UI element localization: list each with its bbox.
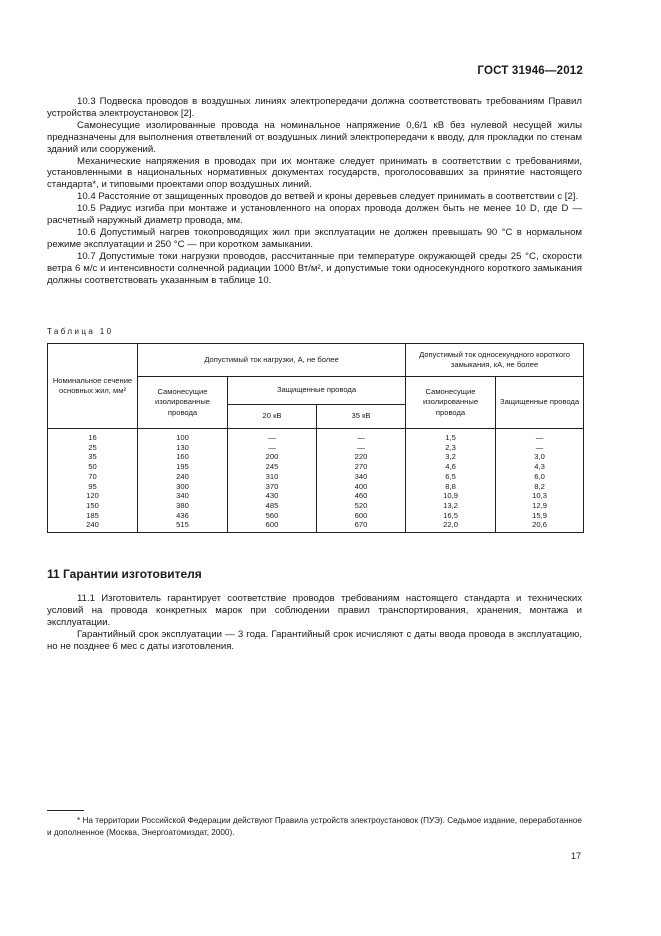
footnote — [47, 815, 582, 839]
table-cell: 6,0 — [496, 472, 584, 482]
table-row — [48, 452, 584, 462]
table-cell: 1,5 — [406, 429, 496, 443]
table-cell: 6,5 — [406, 472, 496, 482]
table-cell: 10,3 — [496, 491, 584, 501]
table-cell: 520 — [317, 501, 406, 511]
table-row — [48, 472, 584, 482]
table-cell: 120 — [48, 491, 138, 501]
table-row — [48, 511, 584, 521]
current-table — [47, 343, 584, 533]
table-cell: — — [228, 443, 317, 453]
table-cell: 4,6 — [406, 462, 496, 472]
table-cell: 4,3 — [496, 462, 584, 472]
table-cell: 240 — [48, 520, 138, 532]
section-10-text — [47, 96, 582, 287]
footnote-divider — [47, 810, 84, 811]
table-cell: 13,2 — [406, 501, 496, 511]
table-row — [48, 482, 584, 492]
table-cell: 12,9 — [496, 501, 584, 511]
table-cell: — — [317, 429, 406, 443]
table-row — [48, 462, 584, 472]
table-cell: 10,9 — [406, 491, 496, 501]
document-standard-header: ГОСТ 31946—2012 — [477, 65, 583, 77]
table-cell: 160 — [138, 452, 228, 462]
paragraph-11-1: 11.1 Изготовитель гарантирует соответствие проводов требованиям настоящего стандарта и технических условий на провода конкретных марок при соблюдении правил транспортирования, хранения, монтажа и эксплуатации. — [47, 593, 582, 628]
table-cell: — — [496, 429, 584, 443]
table-caption: Таблица 10 — [47, 327, 114, 336]
table-cell: 195 — [138, 462, 228, 472]
table-cell: 600 — [317, 511, 406, 521]
table-cell: 430 — [228, 491, 317, 501]
header-short-circuit-current: Допустимый ток односекундного короткого замыкания, кА, не более — [406, 344, 584, 377]
table-cell: 340 — [317, 472, 406, 482]
table-cell: 3,2 — [406, 452, 496, 462]
table-cell: — — [317, 443, 406, 453]
table-cell: 8,8 — [406, 482, 496, 492]
table-cell: 22,0 — [406, 520, 496, 532]
table-cell: 380 — [138, 501, 228, 511]
table-cell: 130 — [138, 443, 228, 453]
table-cell: 20,6 — [496, 520, 584, 532]
table-cell: 600 — [228, 520, 317, 532]
table-cell: 3,0 — [496, 452, 584, 462]
header-35kv: 35 кВ — [317, 405, 406, 429]
table-cell: 436 — [138, 511, 228, 521]
table-cell: 220 — [317, 452, 406, 462]
table-cell: 245 — [228, 462, 317, 472]
table-body — [48, 429, 584, 533]
table-cell: 460 — [317, 491, 406, 501]
header-nominal-section: Номинальное сечение основных жил, мм² — [48, 344, 138, 429]
table-cell: 16 — [48, 429, 138, 443]
section-11-heading: 11 Гарантии изготовителя — [47, 567, 202, 581]
table-cell: 8,2 — [496, 482, 584, 492]
header-self-supporting: Самонесущие изолированные провода — [138, 377, 228, 429]
table-cell: 185 — [48, 511, 138, 521]
paragraph-10-7: 10.7 Допустимые токи нагрузки проводов, рассчитанные при температуре окружающей среды 25 °С, скорости ветра 6 м/с и интенсивности солнечной радиации 1000 Вт/м², и допустимые токи односекундного короткого замыкания должны соответствовать указанным в таблице 10. — [47, 250, 582, 286]
paragraph-10-6: 10.6 Допустимый нагрев токопроводящих жил при эксплуатации не должен превышать 90 °С в нормальном режиме эксплуатации и 250 °С — при коротком замыкании. — [47, 226, 582, 250]
table-cell: 300 — [138, 482, 228, 492]
table-cell: 340 — [138, 491, 228, 501]
table-cell: 200 — [228, 452, 317, 462]
table-row — [48, 520, 584, 532]
table-cell: 310 — [228, 472, 317, 482]
table-cell: 100 — [138, 429, 228, 443]
table-cell: 485 — [228, 501, 317, 511]
table-cell: 50 — [48, 462, 138, 472]
paragraph-warranty-period: Гарантийный срок эксплуатации — 3 года. Гарантийный срок исчисляют с даты ввода провода в эксплуатацию, но не позднее 6 мес с даты изготовления. — [47, 628, 582, 652]
paragraph-self-supporting: Самонесущие изолированные провода на номинальное напряжение 0,6/1 кВ без нулевой несущей жилы предназначены для выполнения ответвлений от воздушных линий электропередачи к вводу, для прокладки по стенам зданий или сооружений. — [47, 119, 582, 155]
section-11-text — [47, 593, 582, 653]
table-cell: 560 — [228, 511, 317, 521]
table-cell: 16,5 — [406, 511, 496, 521]
paragraph-10-4: 10.4 Расстояние от защищенных проводов до ветвей и кроны деревьев следует принимать в соответствии с [2]. — [77, 191, 579, 203]
table-cell: 270 — [317, 462, 406, 472]
table-cell: 95 — [48, 482, 138, 492]
table-cell: 70 — [48, 472, 138, 482]
table-cell: 25 — [48, 443, 138, 453]
page-number: 17 — [570, 851, 581, 861]
table-cell: 15,9 — [496, 511, 584, 521]
table-cell: 515 — [138, 520, 228, 532]
footnote-text: * На территории Российской Федерации действуют Правила устройств электроустановок (ПУЭ). Седьмое издание, переработанное и дополненное (Москва, Энергоатомиздат, 2000). — [47, 816, 582, 837]
paragraph-10-5: 10.5 Радиус изгиба при монтаже и установленного на опорах провода должен быть не менее 10 D, где D — расчетный наружный диаметр провода, мм. — [47, 203, 582, 227]
table-cell: — — [496, 443, 584, 453]
table-row — [48, 491, 584, 501]
table-cell: 370 — [228, 482, 317, 492]
table-row — [48, 443, 584, 453]
header-sc-self-supporting: Самонесущие изолированные провода — [406, 377, 496, 429]
table-cell: — — [228, 429, 317, 443]
table-row — [48, 429, 584, 443]
table-cell: 150 — [48, 501, 138, 511]
header-load-current: Допустимый ток нагрузки, А, не более — [138, 344, 406, 377]
header-sc-protected: Защищенные провода — [496, 377, 584, 429]
paragraph-mechanical-stress: Механические напряжения в проводах при их монтаже следует принимать в соответствии с требованиями, установленными в национальных нормативных документах государств, проголосовавших за принятие настоящего стандарта*, и типовыми проектами опор воздушных линий. — [47, 155, 582, 191]
header-20kv: 20 кВ — [228, 405, 317, 429]
table-cell: 400 — [317, 482, 406, 492]
paragraph-10-3: 10.3 Подвеска проводов в воздушных линиях электропередачи должна соответствовать требованиям Правил устройства электроустановок [2]. — [47, 96, 582, 119]
table-cell: 670 — [317, 520, 406, 532]
header-protected: Защищенные провода — [228, 377, 406, 405]
table-cell: 2,3 — [406, 443, 496, 453]
table-row — [48, 501, 584, 511]
table-cell: 35 — [48, 452, 138, 462]
table-cell: 240 — [138, 472, 228, 482]
